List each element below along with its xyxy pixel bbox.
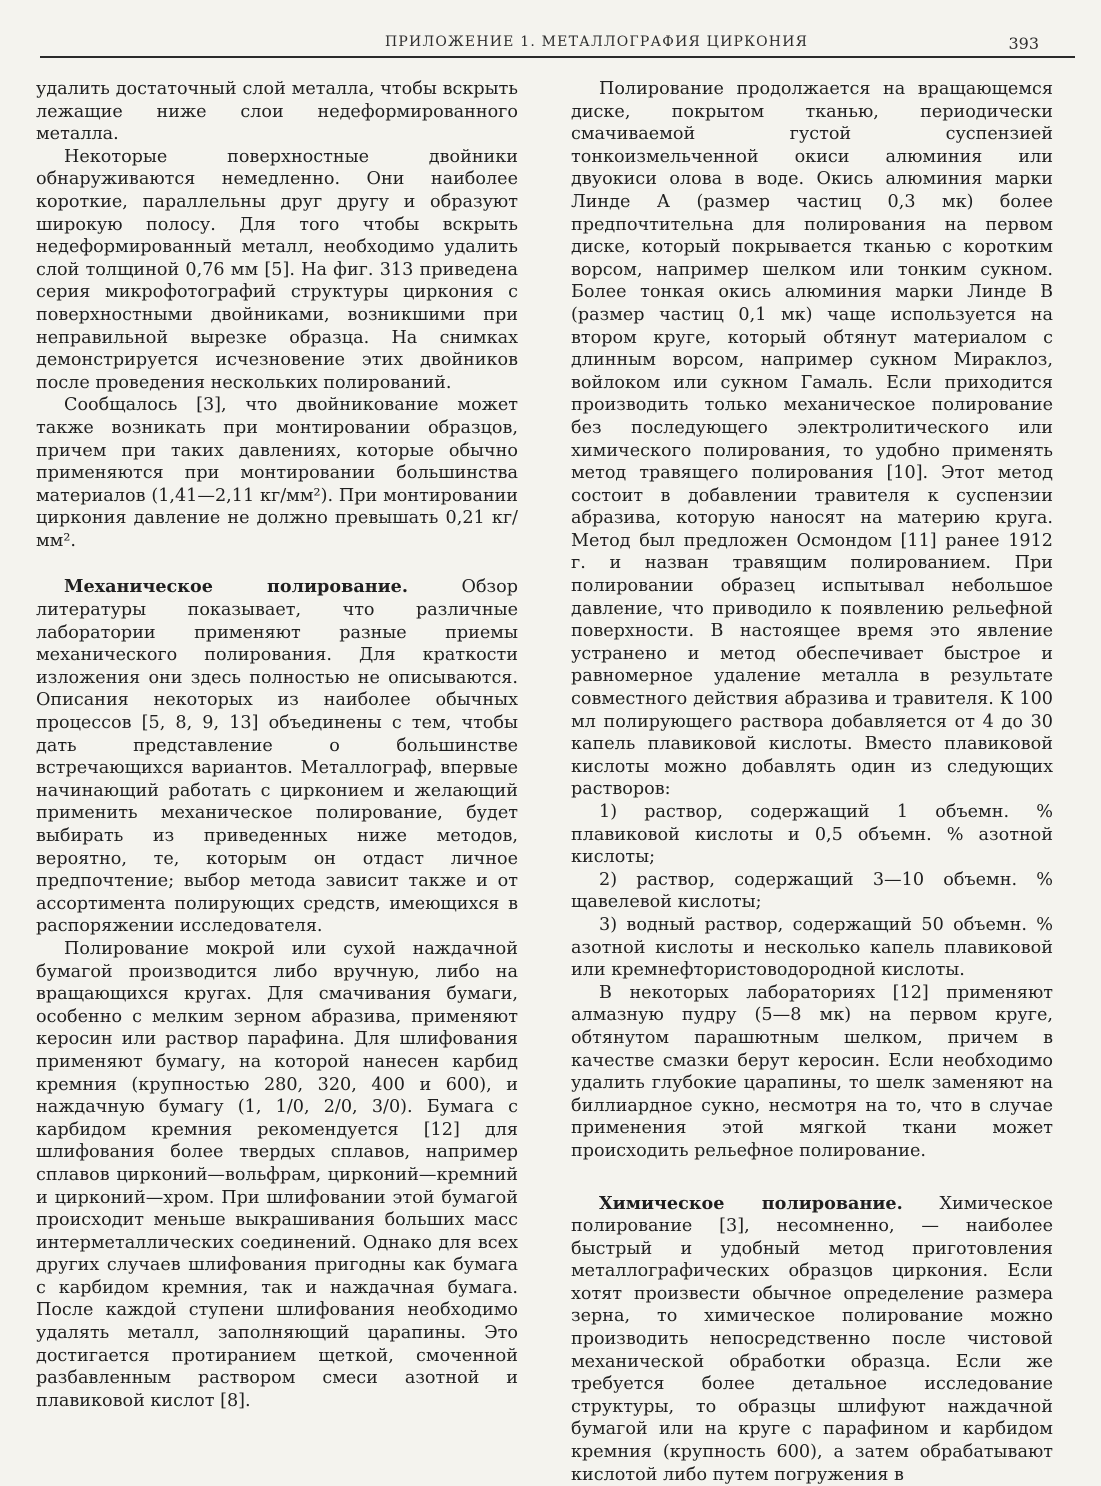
section-text-mechanical: Обзор литературы показывает, что различные лаборатории применяют разные приемы механического полирования. Для краткости изложения они здесь полностью не описываются. Описания некоторых из наиболее обычных процессов [5, 8, 9, 13] объединены с тем, чтобы дать представление о большинстве встречающихся вариантов. Металлограф, впервые начинающий работать с цирконием и желающий применить механическое полирование, будет выбирать из приведенных ниже методов, вероятно, те, которым он отдаст личное предпочтение; выбор метода зависит также и от ассортимента полирующих средств, имеющихся в распоряжении исследователя. bbox=[36, 577, 518, 936]
paragraph-rotating-disc: Полирование продолжается на вращающемся диске, покрытом тканью, периодически смачиваемой густой суспензией тонкоизмельченной окиси алюминия или двуокиси олова в воде. Окись алюминия марки Линде А (размер частиц 0,3 мк) более предпочтительна для полирования на первом диске, который покрывается тканью с коротким ворсом, например шелком или тонким сукном. Более тонкая окись алюминия марки Линде В (размер частиц 0,1 мк) чаще используется на втором круге, который обтянут материалом с длинным ворсом, например сукном Мираклоз, войлоком или сукном Гамаль. Если приходится производить только механическое полирование без последующего электролитического или химического полирования, то удобно применять метод травящего полирования [10]. Этот метод состоит в добавлении травителя к суспензии абразива, которую наносят на материю круга. Метод был предложен Осмондом [11] ранее 1912 г. и назван травящим полированием. При полировании образец испытывал небольшое давление, что приводило к появлению рельефной поверхности. В настоящее время это явление устранено и метод обеспечивает быстрое и равномерное удаление металла в результате совместного действия абразива и травителя. К 100 мл полирующего раствора добавляется от 4 до 30 капель плавиковой кислоты. Вместо плавиковой кислоты можно добавлять один из следующих растворов: bbox=[571, 78, 1053, 801]
paragraph-mechanical-polishing bbox=[36, 576, 518, 938]
right-column bbox=[571, 78, 1053, 1486]
paragraph-diamond-powder: В некоторых лабораториях [12] применяют алмазную пудру (5—8 мк) на первом круге, обтянутом парашютным шелком, причем в качестве смазки берут керосин. Если необходимо удалить глубокие царапины, то шелк заменяют на биллиардное сукно, несмотря на то, что в случае применения этой мягкой ткани может происходить рельефное полирование. bbox=[571, 982, 1053, 1163]
paragraph-continued: удалить достаточный слой металла, чтобы вскрыть лежащие ниже слои недеформированного металла. bbox=[36, 78, 518, 146]
paragraph-mounting-twinning: Сообщалось [3], что двойникование может также возникать при монтировании образцов, причем при таких давлениях, которые обычно применяются при монтировании большинства материалов (1,41—2,11 кг/мм²). При монтировании циркония давление не должно превышать 0,21 кг/мм². bbox=[36, 394, 518, 552]
left-column bbox=[36, 78, 518, 1412]
section-gap bbox=[36, 552, 518, 576]
list-item-3: 3) водный раствор, содержащий 50 объемн. % азотной кислоты и несколько капель плавиковой или кремнефтористоводородной кислоты. bbox=[571, 914, 1053, 982]
section-text-chemical: Химическое полирование [3], несомненно, — наиболее быстрый и удобный метод приготовления металлографических образцов циркония. Если хотят произвести обычное определение размера зерна, то химическое полирование можно производить непосредственно после чистовой механической обработки образца. Если же требуется более детальное исследование структуры, то образцы шлифуют наждачной бумагой или на круге с парафином и карбидом кремния (крупность 600), а затем обрабатывают кислотой либо путем погружения в bbox=[571, 1194, 1053, 1485]
running-title: ПРИЛОЖЕНИЕ 1. МЕТАЛЛОГРАФИЯ ЦИРКОНИЯ bbox=[385, 34, 808, 50]
page-number: 393 bbox=[1008, 34, 1039, 53]
paragraph-chemical-polishing bbox=[571, 1193, 1053, 1486]
section-heading-mechanical: Механическое полирование. bbox=[64, 576, 408, 597]
section-gap bbox=[571, 1163, 1053, 1193]
running-header bbox=[40, 30, 1075, 58]
paragraph-emery-paper: Полирование мокрой или сухой наждачной бумагой производится либо вручную, либо на вращающихся кругах. Для смачивания бумаги, особенно с мелким зерном абразива, применяют керосин или раствор парафина. Для шлифования применяют бумагу, на которой нанесен карбид кремния (крупностью 280, 320, 400 и 600), и наждачную бумагу (1, 1/0, 2/0, 3/0). Бумага с карбидом кремния рекомендуется [12] для шлифования более твердых сплавов, например сплавов цирконий—вольфрам, цирконий—кремний и цирконий—хром. При шлифовании этой бумагой происходит меньше выкрашивания больших масс интерметаллических соединений. Однако для всех других случаев шлифования пригодны как бумага с карбидом кремния, так и наждачная бумага. После каждой ступени шлифования необходимо удалять металл, заполняющий царапины. Это достигается протиранием щеткой, смоченной разбавленным раствором смеси азотной и плавиковой кислот [8]. bbox=[36, 938, 518, 1412]
list-item-1: 1) раствор, содержащий 1 объемн. % плавиковой кислоты и 0,5 объемн. % азотной кислоты; bbox=[571, 801, 1053, 869]
list-item-2: 2) раствор, содержащий 3—10 объемн. % щавелевой кислоты; bbox=[571, 869, 1053, 914]
paragraph-surface-twins: Некоторые поверхностные двойники обнаруживаются немедленно. Они наиболее короткие, параллельны друг другу и образуют широкую полосу. Для того чтобы вскрыть недеформированный металл, необходимо удалить слой толщиной 0,76 мм [5]. На фиг. 313 приведена серия микрофотографий структуры циркония с поверхностными двойниками, возникшими при неправильной вырезке образца. На снимках демонстрируется исчезновение этих двойников после проведения нескольких полирований. bbox=[36, 146, 518, 395]
section-heading-chemical: Химическое полирование. bbox=[599, 1193, 903, 1214]
